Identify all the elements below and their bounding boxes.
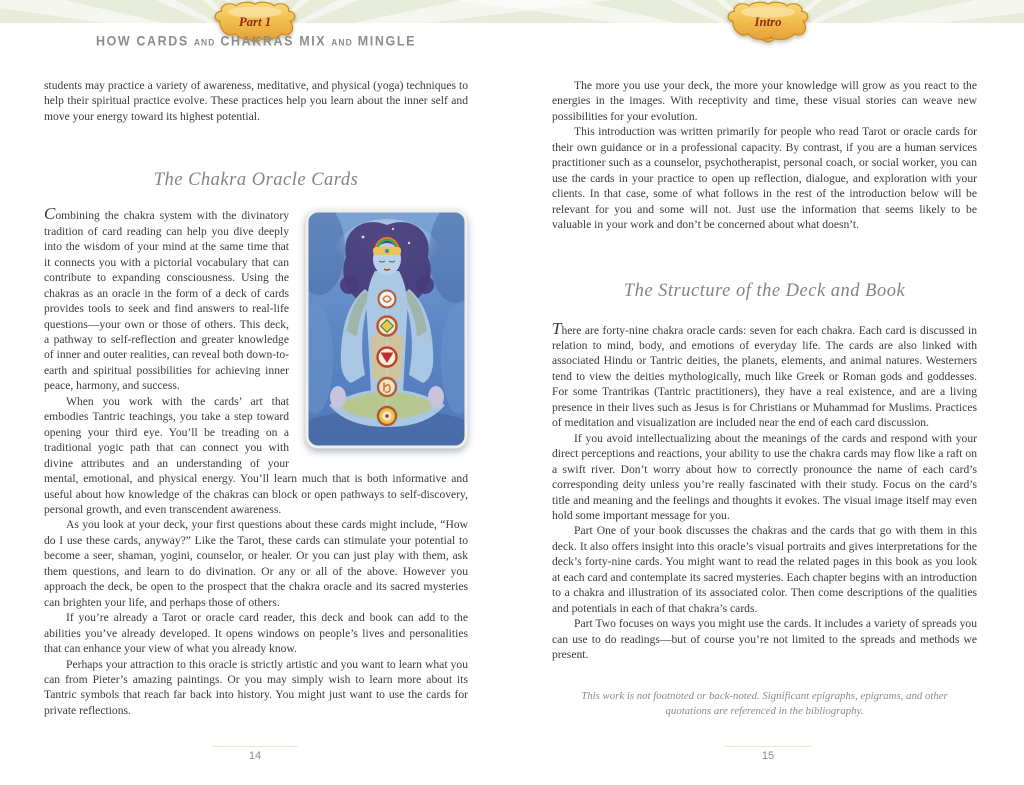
left-page: [44, 78, 468, 718]
chapter-title-segment: CHAKRAS MIX: [220, 33, 327, 49]
page-number: 15: [761, 750, 775, 762]
chapter-title-segment: HOW CARDS: [95, 33, 189, 49]
bibliography-note: This work is not footnoted or back-noted. Significant epigraphs, epigrams, and other quotations are referenced in the bibliography.: [581, 689, 948, 717]
right-page-footer: [725, 746, 811, 762]
paragraph: Part Two focuses on ways you might use the cards. It includes a variety of spreads you can use to do readings—but of course you’re not limited to the spreads and methods we present.: [552, 617, 977, 662]
page-number: 14: [248, 750, 262, 762]
chapter-title-segment: MINGLE: [357, 33, 417, 49]
intro-badge-label: Intro: [754, 14, 782, 29]
paragraph: Part One of your book discusses the chakras and the cards that go with them in this deck. It also offers insight into this oracle’s visual portraits and gives interpretations for the deck’s forty-nine cards. You might want to read the related pages in this book as you look at each card and contemplate its sacred mysteries. Each chapter begins with an introduction to a chakra and illustration of its associated color. Then come descriptions of the qualities and potentials in each of that chakra’s cards.: [552, 524, 977, 615]
left-page-footer: [212, 746, 298, 762]
intro-badge: [720, 1, 816, 49]
section-heading: The Structure of the Deck and Book: [623, 280, 906, 301]
chakra-card-image: [305, 209, 468, 449]
section-heading: The Chakra Oracle Cards: [153, 170, 359, 191]
part1-badge-label: Part 1: [238, 14, 272, 29]
chapter-title-and: AND: [331, 36, 353, 48]
paragraph-text: here are forty-nine chakra oracle cards: seven for each chakra. Each card is discussed in relation to mind, body, and emotions of everyday life. The cards are also linked with associated Hindu or Tantric deities, the planets, elements, and animal natures. Westerners tend to view the deities mythologically, much like Greek or Roman gods and goddesses. For some Trantrikas (Tantric practitioners), they have a real existence, and are a living presence in their lives such as Jesus is for Christians or Muhammad for Muslims. Practices of meditation and visualization are included near the end of each card discussion.: [552, 323, 977, 430]
paragraph: [552, 320, 977, 431]
drop-cap: T: [552, 318, 562, 338]
chapter-title-and: AND: [193, 36, 216, 48]
sunburst-band: [0, 0, 1024, 23]
paragraph: Perhaps your attraction to this oracle is strictly artistic and you want to learn what you can from Pieter’s amazing paintings. Or you may simply wish to learn more about its Tantric symbols that reach far back into history. You might just want to use the cards for private reflections.: [44, 657, 468, 717]
paragraph: When you work with the cards’ art that embodies Tantric teachings, you take a step toward opening your third eye. You’ll be treading on a traditional yogic path that can connect you with divine attributes and an understanding of your mental, emotional, and physical energy. You’ll learn much that is both informative and useful about how knowledge of the chakras can block or open pathways to self-discovery, personal growth, and even transcendent awareness.: [44, 394, 468, 516]
drop-cap: C: [44, 204, 56, 224]
footer-rule: [212, 746, 298, 747]
paragraph: This introduction was written primarily for people who read Tarot or oracle cards for their own guidance or in a professional capacity. By contrast, if you are a human services practitioner such as a counselor, psychotherapist, personal coach, or social worker, you can use the cards in your practice to open up reflection, dialogue, and exploration with your clients. In that case, some of what follows in the rest of the introduction below will be relevant for you and some will not. Just use the information that seems likely to be valuable in your work and don’t be concerned about what doesn’t.: [552, 125, 977, 232]
paragraph: students may practice a variety of awareness, meditative, and physical (yoga) techniques to help their spiritual practice evolve. These practices help you learn about the inner self and move your energy toward its highest potential.: [44, 79, 468, 123]
paragraph: As you look at your deck, your first questions about these cards might include, “How do I use these cards, anyway?” Like the Tarot, these cards can stimulate your potential to become a seer, shaman, yogini, counselor, or healer. Or you can just play with them, ask them questions, and learn to do divination. Or any or all of the above. However you approach the deck, be open to the prospect that the chakra oracle and its sacred mysteries can brighten your life, and perhaps those of others.: [44, 518, 468, 609]
paragraph: The more you use your deck, the more your knowledge will grow as you react to the energies in the images. With receptivity and time, these visual stories can weave new possibilities for your evolution.: [552, 79, 977, 123]
paragraph: If you’re already a Tarot or oracle card reader, this deck and book can add to the abilities you’ve already developed. It opens windows on people’s lives and personalities that can enhance your view of what you already know.: [44, 611, 468, 656]
paragraph-text: ombining the chakra system with the divinatory tradition of card reading can help you dive deeply into the wisdom of your mind at the same time that it connects you with a pictorial vocabulary that can contribute to expanding consciousness. Using the chakras as an oracle in the form of a deck of cards provides tools to seek and find answers to real-life questions—your own or those of others. This deck, a pathway to self-reflection and greater knowledge of inner and outer realities, can reveal both down-to-earth and spiritual possibilities for achieving inner peace, harmony, and success.: [44, 209, 289, 393]
footer-rule: [725, 746, 811, 747]
right-page: [552, 78, 977, 719]
chapter-title: [44, 33, 468, 49]
paragraph: If you avoid intellectualizing about the meanings of the cards and respond with your direct perceptions and reactions, your ability to use the chakra cards may flow like a raft on a swift river. Don’t worry about how to correctly pronounce the name of each card’s corresponding deity unless you’re really fascinated with their study. Focus on the card’s title and meaning and the feelings and thoughts it evokes. The visual image itself may even hold some important message for you.: [552, 431, 977, 522]
